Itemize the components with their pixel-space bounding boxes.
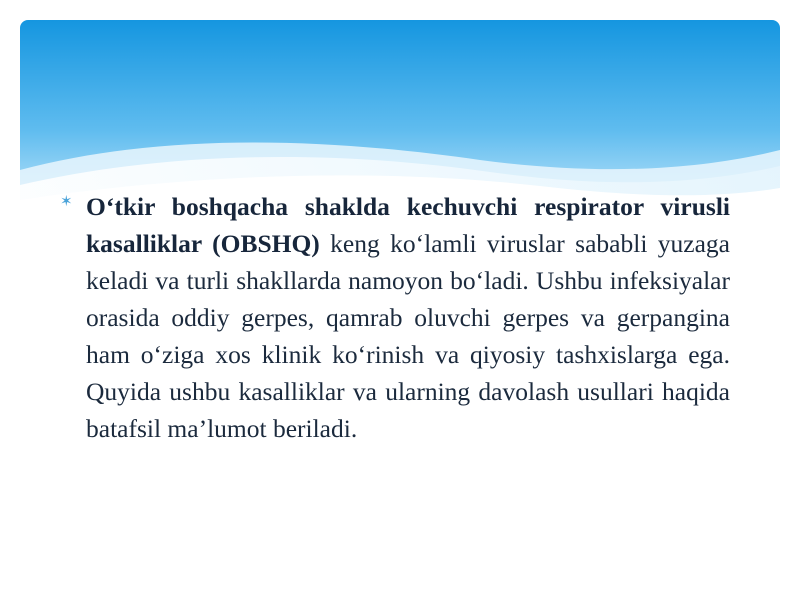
asterisk-bullet-icon: ✶	[60, 192, 73, 210]
body-paragraph	[86, 188, 730, 447]
bullet-item	[60, 188, 730, 447]
paragraph-lead-bold: O‘tkir boshqacha shaklda kechuvchi respirator virusli kasalliklar (OBSHQ)	[86, 192, 730, 258]
paragraph-text: keng ko‘lamli viruslar sababli yuzaga keladi va turli shakllarda namoyon bo‘ladi. Ushbu infeksiyalar orasida oddiy gerpes, qamrab oluvchi gerpes va gerpangina ham o‘ziga xos klinik ko‘rinish va qiyosiy tashxislarga ega. Quyida ushbu kasalliklar va ularning davolash usullari haqida batafsil ma’lumot beriladi.	[86, 229, 730, 443]
body-text-area	[60, 188, 730, 447]
slide	[20, 20, 780, 595]
